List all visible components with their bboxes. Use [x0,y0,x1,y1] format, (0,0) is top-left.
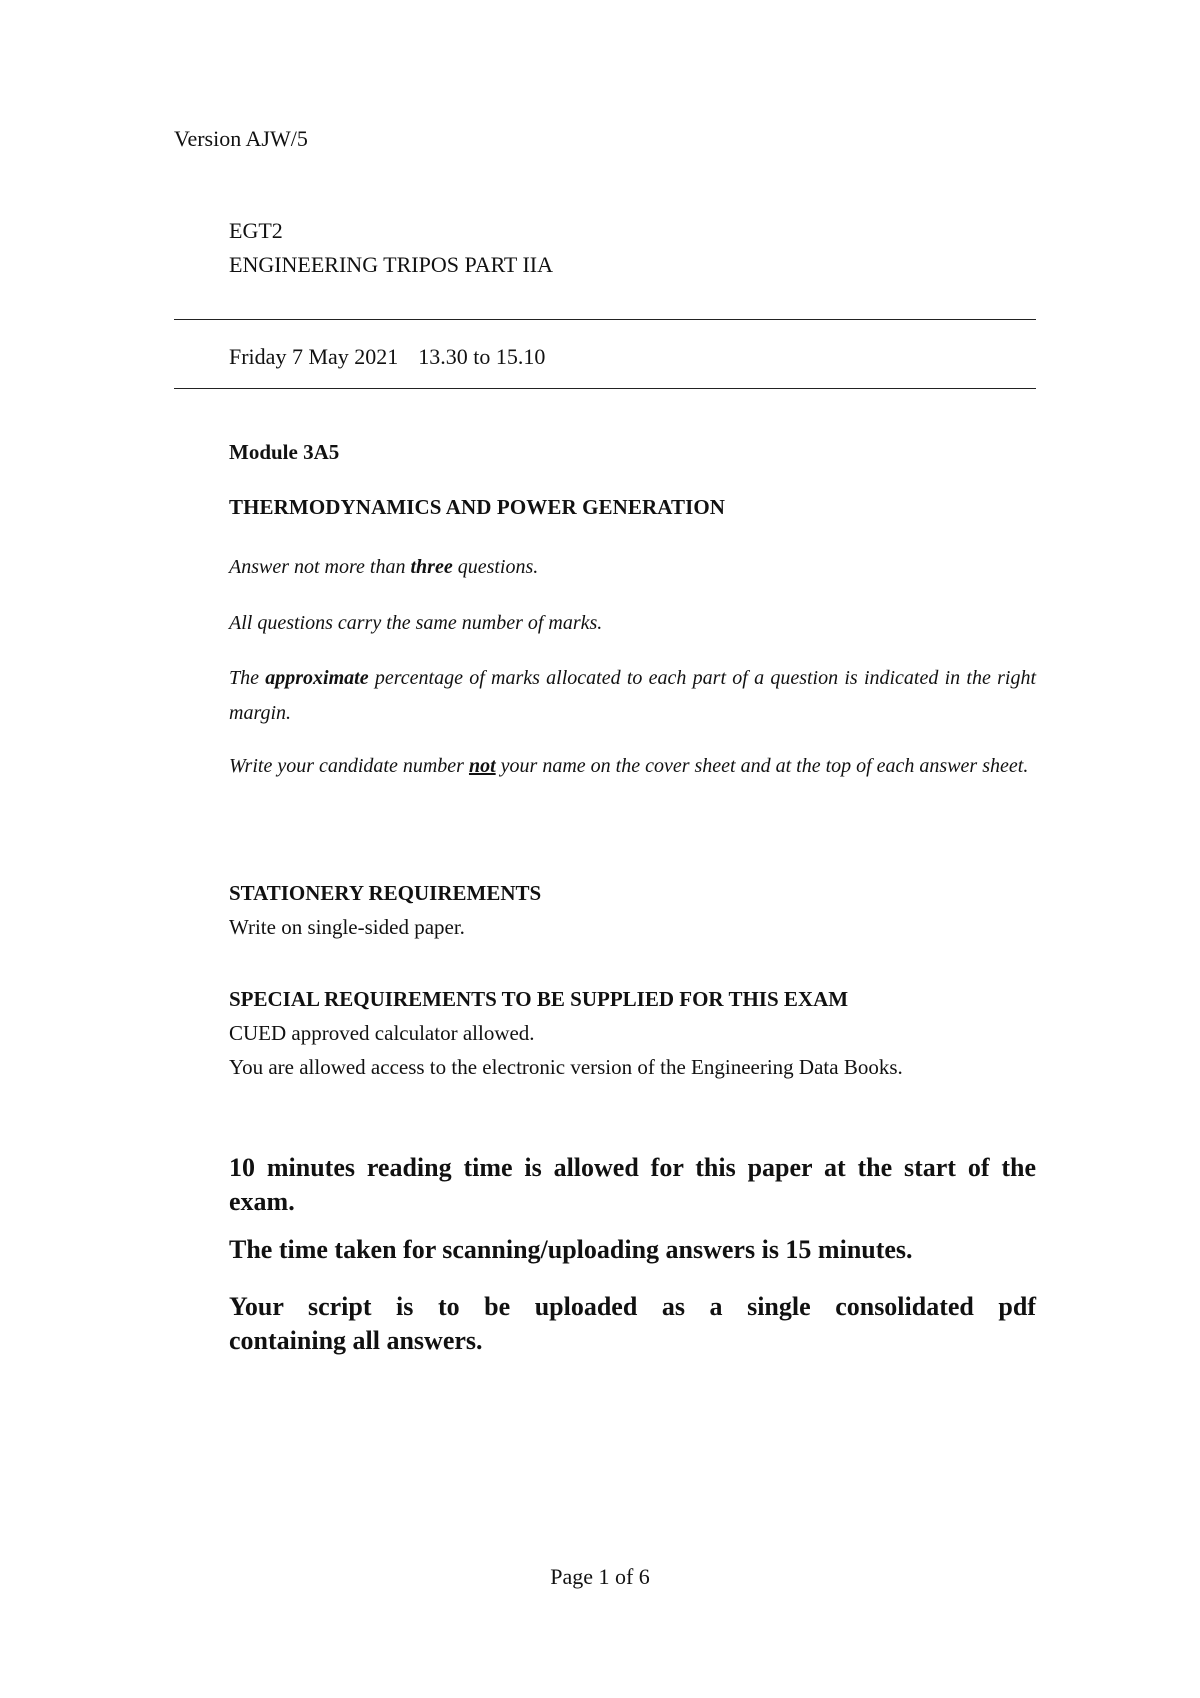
instruction-text: your name on the cover sheet and at the top of each answer sheet. [495,755,1029,777]
page-number: Page 1 of 6 [550,1564,650,1589]
instruction-emphasis: approximate [265,667,369,689]
instruction-candidate-number [229,749,1036,784]
calculator-note: CUED approved calculator allowed. [229,1021,535,1045]
special-requirements-heading: SPECIAL REQUIREMENTS TO BE SUPPLIED FOR THIS EXAM [229,987,849,1011]
bottom-divider [174,388,1036,389]
subject-title: THERMODYNAMICS AND POWER GENERATION [229,495,726,519]
stationery-body: Write on single-sided paper. [229,915,465,939]
instruction-text: percentage of marks allocated to each part of a question is indicated in the right margin. [229,667,1037,724]
instruction-text: Answer not more than [229,556,411,578]
instruction-emphasis: not [468,755,496,777]
reading-time-notice: 10 minutes reading time is allowed for this paper at the start of the exam. [229,1153,1036,1216]
exam-date-line [229,344,545,370]
instruction-text: The [229,667,266,689]
instruction-percentage [229,661,1036,731]
module-title: Module 3A5 [229,440,340,464]
version-label: Version AJW/5 [174,126,308,151]
instruction-text: Write your candidate number [229,755,469,777]
instruction-text: questions. [452,556,539,578]
exam-date: Friday 7 May 2021 [229,344,399,369]
exam-time: 13.30 to 15.10 [418,344,546,369]
instruction-marks: All questions carry the same number of marks. [229,612,603,634]
upload-notice [229,1290,1036,1358]
upload-notice-line: containing all answers. [229,1326,483,1355]
data-books-note: You are allowed access to the electronic version of the Engineering Data Books. [229,1055,903,1079]
instruction-answer-count [229,550,1036,585]
upload-notice-line: Your script is to be uploaded as a single consolidated pdf [229,1292,1036,1321]
tripos-title: ENGINEERING TRIPOS PART IIA [229,252,554,277]
paper-code: EGT2 [229,218,283,243]
stationery-heading: STATIONERY REQUIREMENTS [229,881,542,905]
top-divider [174,319,1036,320]
instruction-emphasis: three [410,556,453,578]
scanning-time-notice: The time taken for scanning/uploading answers is 15 minutes. [229,1235,913,1264]
